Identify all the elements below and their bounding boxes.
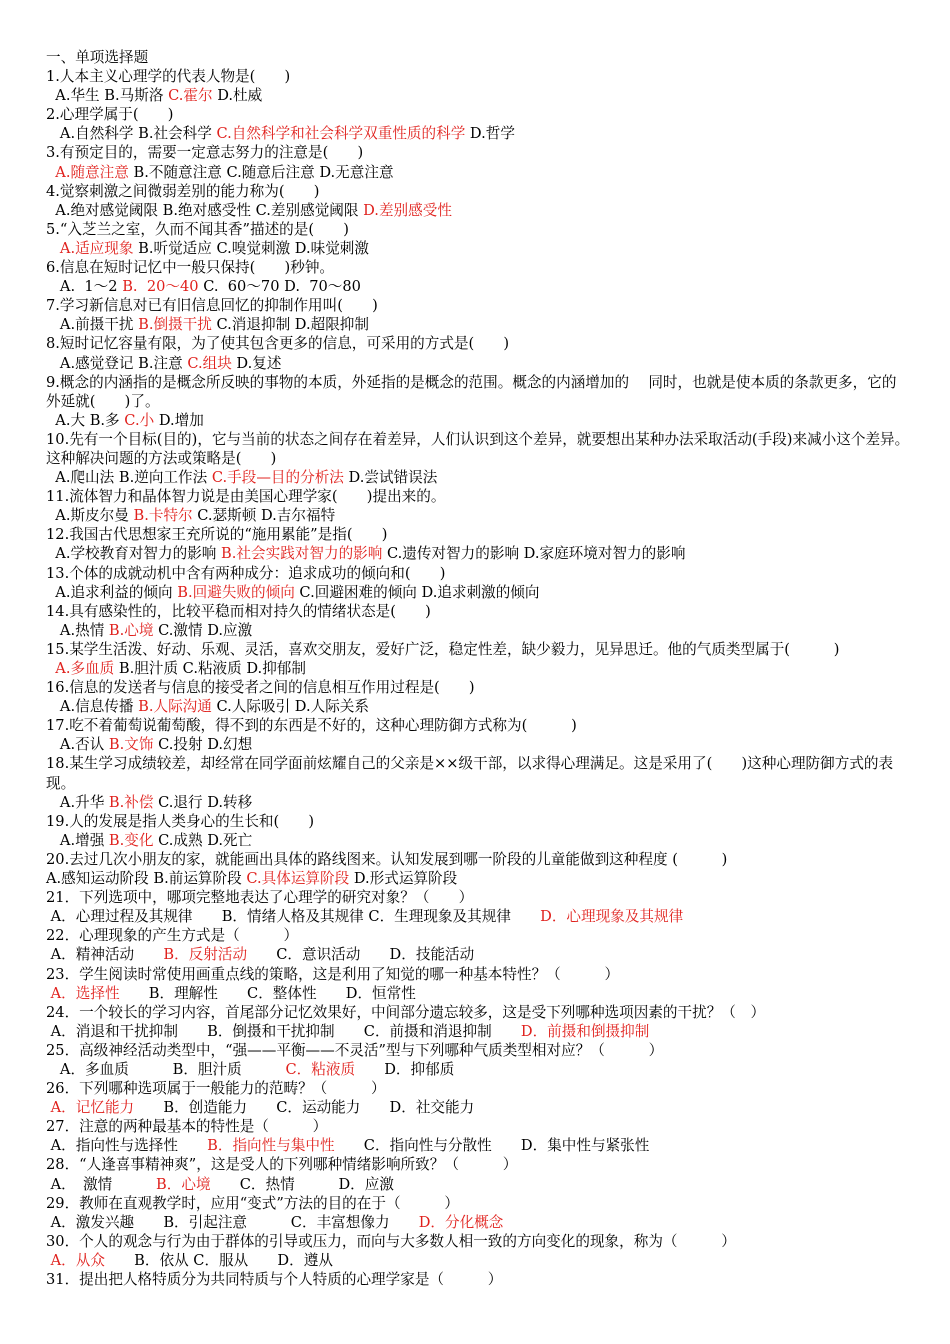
text-segment: A． 激情 [46,1175,157,1193]
text-segment: A.爬山法 B.逆向工作法 [46,469,212,487]
text-segment: B.不随意注意 C.随意后注意 D.无意注意 [128,163,394,181]
text-segment: 21．下列选项中，哪项完整地表达了心理学的研究对象？（ ） [46,889,474,907]
text-line [46,1003,910,1022]
text-segment: C．热情 D．应激 [210,1175,394,1193]
text-line [46,1232,910,1251]
text-line [46,86,910,105]
answer-highlight: A．选择性 [50,984,120,1002]
text-segment: 20.去过几次小朋友的家，就能画出具体的路线图来。认知发展到哪一阶段的儿童能做到这种程度 ( ) [46,850,728,868]
text-segment: 23．学生阅读时常使用画重点线的策略，这是利用了知觉的哪一种基本特性？（ ） [46,965,620,983]
text-segment: A.升华 [46,793,109,811]
answer-highlight: D.差别感受性 [363,201,452,219]
text-segment: 16.信息的发送者与信息的接受者之间的信息相互作用过程是( ) [46,679,475,697]
text-line [46,411,910,430]
text-segment: D.哲学 [465,125,515,143]
text-line [46,735,910,754]
text-segment: A.前摄干扰 [46,316,139,334]
text-segment: A.绝对感觉阈限 B.绝对感受性 C.差别感觉阈限 [46,201,364,219]
text-segment: C．意识活动 D．技能活动 [247,946,475,964]
text-segment: A.信息传播 [46,698,139,716]
answer-highlight: B. 20～40 [122,278,199,296]
text-segment: A.学校教育对智力的影响 [46,545,222,563]
text-segment: 24．一个较长的学习内容，首尾部分记忆效果好，中间部分遗忘较多，这是受下列哪种选项因素的干扰？（ ） [46,1003,766,1021]
text-segment: C.成熟 D.死亡 [153,831,253,849]
text-segment: 1.人本主义心理学的代表人物是( ) [46,68,291,86]
answer-highlight: B．指向性与集中性 [207,1137,335,1155]
text-segment: B.听觉适应 C.嗅觉刺激 D.味觉刺激 [133,239,369,257]
text-line [46,850,910,869]
text-line [46,354,910,373]
text-segment: 28．“人逢喜事精神爽”，这是受人的下列哪种情绪影响所致？（ ） [46,1156,518,1174]
text-segment: 14.具有感染性的，比较平稳而相对持久的情绪状态是( ) [46,602,431,620]
text-line [46,296,910,315]
text-line [46,1098,910,1117]
answer-highlight: B.文饰 [108,736,154,754]
text-line [46,1117,910,1136]
text-segment: 17.吃不着葡萄说葡萄酸，得不到的东西是不好的，这种心理防御方式称为( ) [46,717,577,735]
answer-highlight: D．前摄和倒摄抑制 [520,1022,650,1040]
text-line [46,754,910,792]
answer-highlight: A．记忆能力 [50,1099,135,1117]
text-line [46,315,910,334]
text-line [46,1175,910,1194]
text-segment: A.热情 [46,621,109,639]
section-title: 一、单项选择题 [46,49,149,66]
text-segment: C.消退抑制 D.超限抑制 [211,316,369,334]
text-line [46,1155,910,1174]
text-segment: A．激发兴趣 B．引起注意 C．丰富想像力 [46,1213,419,1231]
text-line [46,678,910,697]
text-segment: A.否认 [46,736,109,754]
text-line [46,583,910,602]
answer-highlight: C.组块 [187,354,232,372]
answer-highlight: B.变化 [108,831,154,849]
text-segment: 2.心理学属于( ) [46,106,174,124]
text-line [46,716,910,735]
answer-highlight: B.人际沟通 [138,698,212,716]
text-segment: A.斯皮尔曼 [46,507,134,525]
text-line [46,888,910,907]
text-segment: B．依从 C．服从 D．遵从 [104,1251,333,1269]
answer-highlight: A.随意注意 [55,163,129,181]
text-segment: 27．注意的两种最基本的特性是（ ） [46,1118,328,1136]
text-segment: D.形式运算阶段 [349,870,458,888]
text-line [46,487,910,506]
text-line [46,201,910,220]
text-line [46,258,910,277]
answer-highlight: D．心理现象及其规律 [540,908,684,926]
text-line [46,621,910,640]
text-segment: 22．心理现象的产生方式是（ ） [46,927,299,945]
text-segment: A.感知运动阶段 B.前运算阶段 [46,870,247,888]
answer-highlight: A.适应现象 [59,239,134,257]
text-segment: 25．高级神经活动类型中，“强——平衡——不灵活”型与下列哪种气质类型相对应？（ ） [46,1041,664,1059]
text-segment: A.华生 B.马斯洛 [46,87,169,105]
answer-highlight: D．分化概念 [418,1213,504,1231]
text-line [46,143,910,162]
text-segment [46,660,55,677]
answer-highlight: B.社会实践对智力的影响 [221,545,383,563]
text-line [46,506,910,525]
answer-highlight: C.小 [124,411,155,429]
answer-highlight: B.卡特尔 [133,507,193,525]
text-line [46,1270,910,1289]
text-segment: C. 60～70 D. 70～80 [198,278,361,296]
text-line [46,277,910,296]
text-line [46,697,910,716]
text-segment: 26．下列哪种选项属于一般能力的范畴？（ ） [46,1080,386,1098]
text-line [46,564,910,583]
text-segment: A．精神活动 [46,946,164,964]
text-segment: 9.概念的内涵指的是概念所反映的事物的本质，外延指的是概念的范围。概念的内涵增加的 同时，也就是使本质的条款更多，它的外延就( )了。 [46,373,897,410]
text-line [46,105,910,124]
text-line [46,984,910,1003]
answer-highlight: B.心境 [108,621,154,639]
text-line [46,220,910,239]
text-line [46,812,910,831]
answer-highlight: B.回避失败的倾向 [177,583,295,601]
text-segment: 8.短时记忆容量有限，为了使其包含更多的信息，可采用的方式是( ) [46,335,510,353]
text-segment: A.大 B.多 [46,411,125,429]
text-line [46,907,910,926]
text-line [46,544,910,563]
text-segment: A．消退和干扰抑制 B．倒摄和干扰抑制 C．前摄和消退抑制 [46,1022,521,1040]
text-segment: B．理解性 C．整体性 D．恒常性 [119,984,416,1002]
text-segment: A. 1～2 [46,278,123,296]
answer-highlight: C.手段—目的分析法 [211,469,344,487]
question-list [46,67,910,1289]
text-segment: C.人际吸引 D.人际关系 [211,698,369,716]
text-segment: 29．教师在直观教学时，应用“变式”方法的目的在于（ ） [46,1194,459,1212]
text-segment: 5.“入芝兰之室，久而不闻其香”描述的是( ) [46,220,349,238]
text-line [46,831,910,850]
text-segment: C.回避困难的倾向 D.追求刺激的倾向 [294,583,540,601]
text-segment: 13.个体的成就动机中含有两种成分：追求成功的倾向和( ) [46,564,446,582]
text-line [46,430,910,468]
answer-highlight: C.自然科学和社会科学双重性质的科学 [216,125,466,143]
text-segment [46,164,55,181]
text-segment: A.感觉登记 B.注意 [46,354,188,372]
answer-highlight: C.霍尔 [168,87,213,105]
text-segment: A.增强 [46,831,109,849]
document-page [46,48,910,1289]
text-line [46,1213,910,1232]
text-segment: D．抑郁质 [355,1060,455,1078]
text-line [46,659,910,678]
answer-highlight: A.多血质 [55,660,115,677]
text-segment: 4.觉察刺激之间微弱差别的能力称为( ) [46,182,320,200]
text-segment: B．创造能力 C．运动能力 D．社交能力 [134,1099,475,1117]
text-line [46,182,910,201]
text-line [46,525,910,544]
text-line [46,1194,910,1213]
text-line [46,124,910,143]
answer-highlight: B.倒摄干扰 [138,316,212,334]
text-line [46,373,910,411]
text-line [46,1041,910,1060]
text-segment: 18.某生学习成绩较差，却经常在同学面前炫耀自己的父亲是××级干部，以求得心理满足。这是采用了( )这种心理防御方式的表现。 [46,755,894,792]
text-line [46,926,910,945]
text-line [46,67,910,86]
text-segment [46,240,60,257]
answer-highlight: A．从众 [50,1251,105,1269]
text-line [46,163,910,182]
text-line [46,945,910,964]
answer-highlight: B．反射活动 [163,946,248,964]
text-segment: 31．提出把人格特质分为共同特质与个人特质的心理学家是（ ） [46,1271,503,1288]
text-segment: C.退行 D.转移 [153,793,253,811]
text-segment: D.尝试错误法 [343,469,438,487]
text-line [46,1079,910,1098]
text-segment: D.复述 [231,354,282,372]
text-segment: 12.我国古代思想家王充所说的“施用累能”是指( ) [46,526,388,544]
text-segment: 19.人的发展是指人类身心的生长和( ) [46,812,315,830]
text-line [46,1136,910,1155]
text-segment: D.杜威 [212,87,263,105]
text-segment: 15.某学生活泼、好动、乐观、灵活，喜欢交朋友，爱好广泛，稳定性差，缺少毅力，见异思迁。他的气质类型属于( ) [46,640,840,658]
text-line [46,334,910,353]
text-segment: C.瑟斯顿 D.吉尔福特 [192,507,336,525]
text-line [46,869,910,888]
text-line [46,1060,910,1079]
text-segment: C.遗传对智力的影响 D.家庭环境对智力的影响 [382,545,686,563]
text-line [46,239,910,258]
text-segment: C.投射 D.幻想 [153,736,253,754]
text-segment: A．心理过程及其规律 B．情绪人格及其规律 C．生理现象及其规律 [46,908,541,926]
text-segment: A．指向性与选择性 [46,1137,208,1155]
text-segment: A.自然科学 B.社会科学 [46,125,217,143]
answer-highlight: B.补偿 [108,793,154,811]
text-line [46,965,910,984]
text-line [46,1251,910,1270]
text-line [46,1022,910,1041]
answer-highlight: C．粘液质 [285,1060,356,1078]
text-segment: 6.信息在短时记忆中一般只保持( )秒钟。 [46,259,335,277]
answer-highlight: C.具体运算阶段 [246,870,350,888]
text-segment: A．多血质 B．胆汁质 [46,1060,286,1078]
text-segment: 3.有预定目的，需要一定意志努力的注意是( ) [46,144,364,162]
text-segment: D.增加 [154,411,204,429]
text-line [46,640,910,659]
text-segment: C.激情 D.应激 [153,621,253,639]
text-segment: C．指向性与分散性 D．集中性与紧张性 [334,1137,650,1155]
text-segment: 7.学习新信息对已有旧信息回忆的抑制作用叫( ) [46,297,378,315]
answer-highlight: B．心境 [156,1175,211,1193]
text-line [46,468,910,487]
text-line [46,793,910,812]
text-segment: A.追求利益的倾向 [46,583,178,601]
text-segment: 11.流体智力和晶体智力说是由美国心理学家( )提出来的。 [46,488,446,506]
text-segment: 10.先有一个目标(目的)，它与当前的状态之间存在着差异，人们认识到这个差异，就要想出某种办法采取活动(手段)来减小这个差异。这种解决问题的方法或策略是( ) [46,430,910,467]
text-segment: 30．个人的观念与行为由于群体的引导或压力，而向与大多数人相一致的方向变化的现象，称为（ ） [46,1232,736,1250]
text-line [46,602,910,621]
text-segment: B.胆汁质 C.粘液质 D.抑郁制 [114,660,306,677]
